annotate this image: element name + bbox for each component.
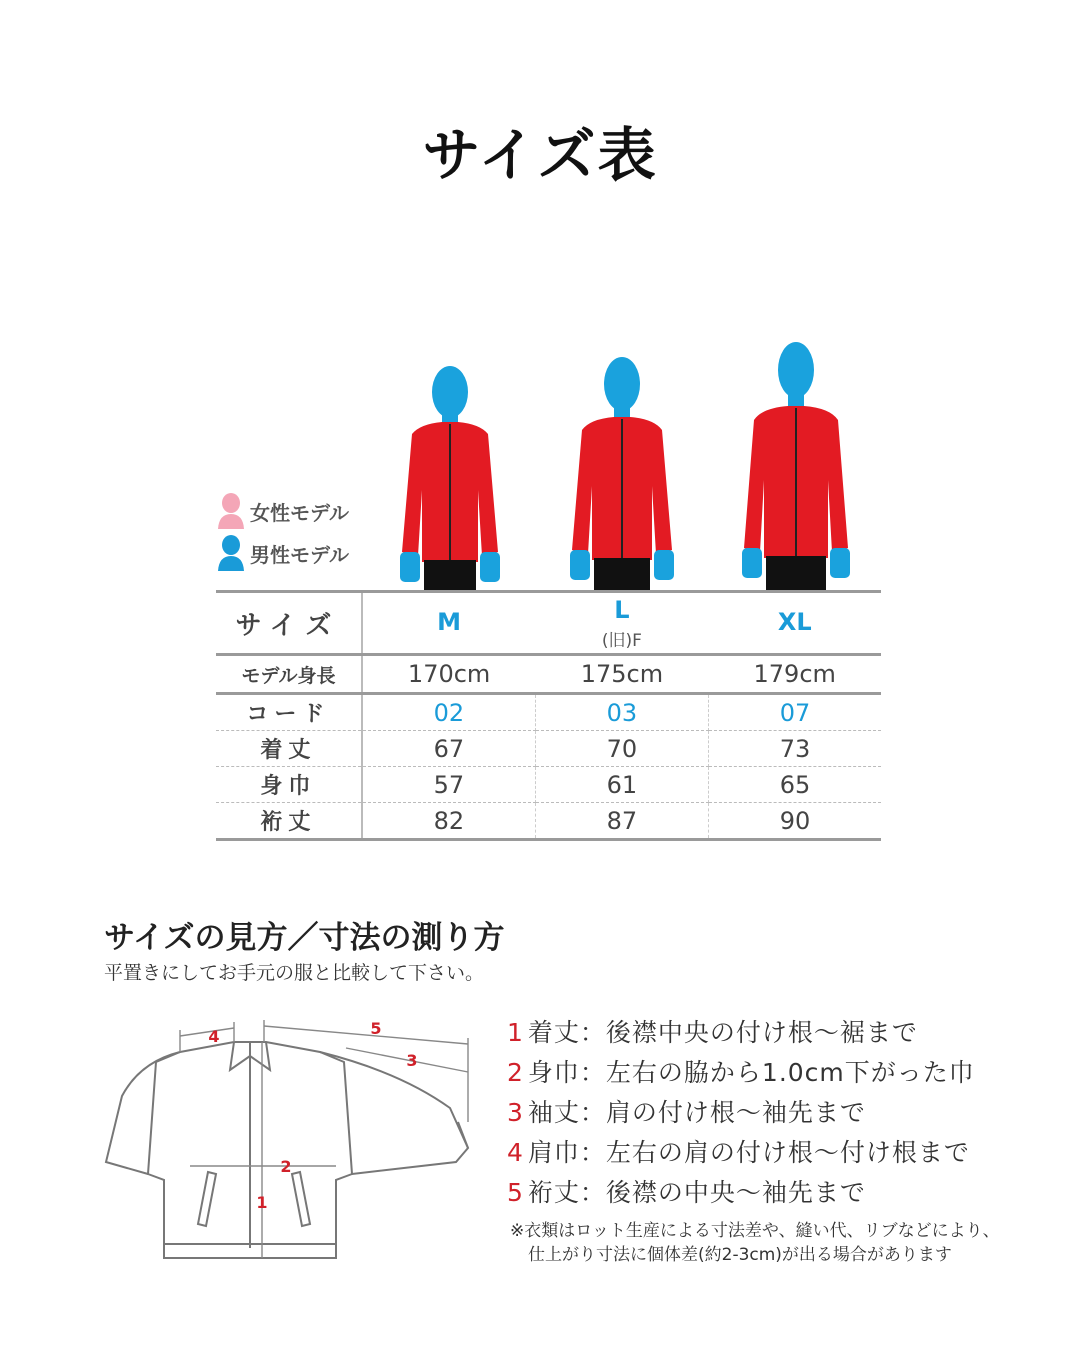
table-cell: 73 — [708, 731, 881, 767]
size-m-header: M — [362, 592, 536, 655]
legend-male-label: 男性モデル — [250, 542, 349, 567]
size-xl-header: XL — [708, 592, 881, 655]
row-header-code: コード — [216, 694, 362, 731]
model-xl-image — [732, 330, 860, 592]
row-header-model-height: モデル身長 — [216, 655, 362, 694]
table-row-model-height — [216, 655, 881, 694]
jacket-measurement-diagram — [100, 1012, 480, 1272]
table-cell: 61 — [535, 767, 708, 803]
legend-male — [216, 532, 349, 574]
diagram-label-4: 4 — [208, 1027, 220, 1046]
table-row-width — [216, 767, 881, 803]
diagram-label-1: 1 — [256, 1193, 268, 1212]
table-cell: 65 — [708, 767, 881, 803]
legend-female-label: 女性モデル — [250, 500, 349, 525]
table-cell: 90 — [708, 803, 881, 840]
model-m-image — [390, 352, 510, 592]
sizing-note — [510, 1219, 1000, 1267]
measurement-definitions — [507, 1014, 975, 1214]
table-cell: 175cm — [535, 655, 708, 694]
table-cell: 57 — [362, 767, 536, 803]
definition-item: 1 着丈：後襟中央の付け根〜裾まで — [507, 1018, 918, 1047]
table-row-length — [216, 731, 881, 767]
table-cell: 03 — [535, 694, 708, 731]
definition-item: 5 裄丈：後襟の中央〜袖先まで — [507, 1178, 866, 1207]
definition-item: 3 袖丈：肩の付け根〜袖先まで — [507, 1098, 866, 1127]
male-model-icon — [216, 534, 246, 572]
size-table — [216, 590, 881, 841]
definition-item: 2 身巾：左右の脇から1.0cm下がった巾 — [507, 1058, 975, 1087]
howto-subtitle: 平置きにしてお手元の服と比較して下さい。 — [104, 962, 485, 984]
model-legend — [216, 490, 349, 574]
size-l-header: L (旧)F — [535, 592, 708, 655]
row-header-width: 身巾 — [216, 767, 362, 803]
legend-female — [216, 490, 349, 532]
table-cell: 70 — [535, 731, 708, 767]
table-cell: 170cm — [362, 655, 536, 694]
table-row-size — [216, 592, 881, 655]
table-cell: 07 — [708, 694, 881, 731]
table-cell: 179cm — [708, 655, 881, 694]
note-line-1: ※衣類はロット生産による寸法差や、縫い代、リブなどにより、 — [510, 1221, 1000, 1241]
diagram-label-5: 5 — [370, 1019, 382, 1038]
howto-title: サイズの見方／寸法の測り方 — [104, 920, 505, 956]
model-l-image — [560, 344, 684, 592]
table-cell: 02 — [362, 694, 536, 731]
definition-item: 4 肩巾：左右の肩の付け根〜付け根まで — [507, 1138, 970, 1167]
row-header-length: 着丈 — [216, 731, 362, 767]
table-row-sleeve — [216, 803, 881, 840]
page-title: サイズ表 — [422, 121, 658, 189]
row-header-sleeve: 裄丈 — [216, 803, 362, 840]
table-cell: 87 — [535, 803, 708, 840]
model-figures — [380, 320, 880, 592]
table-cell: 82 — [362, 803, 536, 840]
table-cell: 67 — [362, 731, 536, 767]
row-header-size: サイズ — [216, 592, 362, 655]
female-model-icon — [216, 492, 246, 530]
diagram-label-2: 2 — [280, 1157, 292, 1176]
diagram-label-3: 3 — [406, 1051, 418, 1070]
note-line-2: 仕上がり寸法に個体差(約2-3cm)が出る場合があります — [528, 1245, 952, 1265]
table-row-code — [216, 694, 881, 731]
